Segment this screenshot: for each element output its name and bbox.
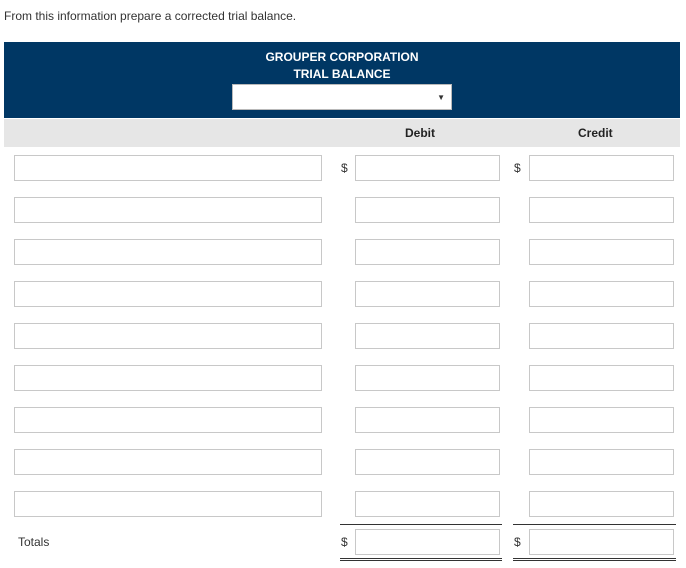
debit-amount-input[interactable] xyxy=(355,281,500,307)
instruction-text: From this information prepare a corrected trial balance. xyxy=(4,9,297,23)
table-row xyxy=(0,323,686,349)
totals-label: Totals xyxy=(18,535,50,549)
debit-total-top-rule xyxy=(340,524,502,525)
credit-amount-input[interactable] xyxy=(529,407,674,433)
credit-total-double-rule-2 xyxy=(513,560,676,561)
table-row xyxy=(0,449,686,475)
account-name-input[interactable] xyxy=(14,323,322,349)
total-credit-input[interactable] xyxy=(529,529,674,555)
debit-amount-input[interactable] xyxy=(355,197,500,223)
table-row xyxy=(0,197,686,223)
debit-amount-input[interactable] xyxy=(355,491,500,517)
debit-total-double-rule-1 xyxy=(340,558,502,559)
debit-amount-input[interactable] xyxy=(355,365,500,391)
debit-column-header: Debit xyxy=(405,126,435,140)
company-name: GROUPER CORPORATION xyxy=(265,50,419,64)
column-header-row xyxy=(4,119,680,147)
date-select[interactable] xyxy=(232,84,452,110)
credit-total-top-rule xyxy=(513,524,676,525)
account-name-input[interactable] xyxy=(14,491,322,517)
table-row xyxy=(0,407,686,433)
table-row xyxy=(0,155,686,181)
account-name-input[interactable] xyxy=(14,197,322,223)
debit-amount-input[interactable] xyxy=(355,449,500,475)
credit-amount-input[interactable] xyxy=(529,281,674,307)
debit-amount-input[interactable] xyxy=(355,407,500,433)
credit-amount-input[interactable] xyxy=(529,365,674,391)
table-row xyxy=(0,239,686,265)
debit-total-double-rule-2 xyxy=(340,560,502,561)
chevron-down-icon: ▼ xyxy=(437,93,445,102)
credit-amount-input[interactable] xyxy=(529,449,674,475)
credit-amount-input[interactable] xyxy=(529,323,674,349)
credit-column-header: Credit xyxy=(578,126,613,140)
account-name-input[interactable] xyxy=(14,281,322,307)
credit-amount-input[interactable] xyxy=(529,239,674,265)
account-name-input[interactable] xyxy=(14,155,322,181)
credit-total-double-rule-1 xyxy=(513,558,676,559)
credit-amount-input[interactable] xyxy=(529,491,674,517)
dollar-sign-credit: $ xyxy=(514,161,521,175)
dollar-sign-debit: $ xyxy=(341,161,348,175)
account-name-input[interactable] xyxy=(14,407,322,433)
credit-amount-input[interactable] xyxy=(529,155,674,181)
table-row xyxy=(0,281,686,307)
account-name-input[interactable] xyxy=(14,239,322,265)
trial-balance-header xyxy=(4,42,680,118)
table-row xyxy=(0,491,686,517)
dollar-sign-credit-total: $ xyxy=(514,535,521,549)
account-name-input[interactable] xyxy=(14,365,322,391)
debit-amount-input[interactable] xyxy=(355,239,500,265)
table-row xyxy=(0,365,686,391)
totals-row xyxy=(0,529,686,555)
account-name-input[interactable] xyxy=(14,449,322,475)
report-title: TRIAL BALANCE xyxy=(293,67,391,81)
dollar-sign-debit-total: $ xyxy=(341,535,348,549)
debit-amount-input[interactable] xyxy=(355,323,500,349)
credit-amount-input[interactable] xyxy=(529,197,674,223)
debit-amount-input[interactable] xyxy=(355,155,500,181)
total-debit-input[interactable] xyxy=(355,529,500,555)
